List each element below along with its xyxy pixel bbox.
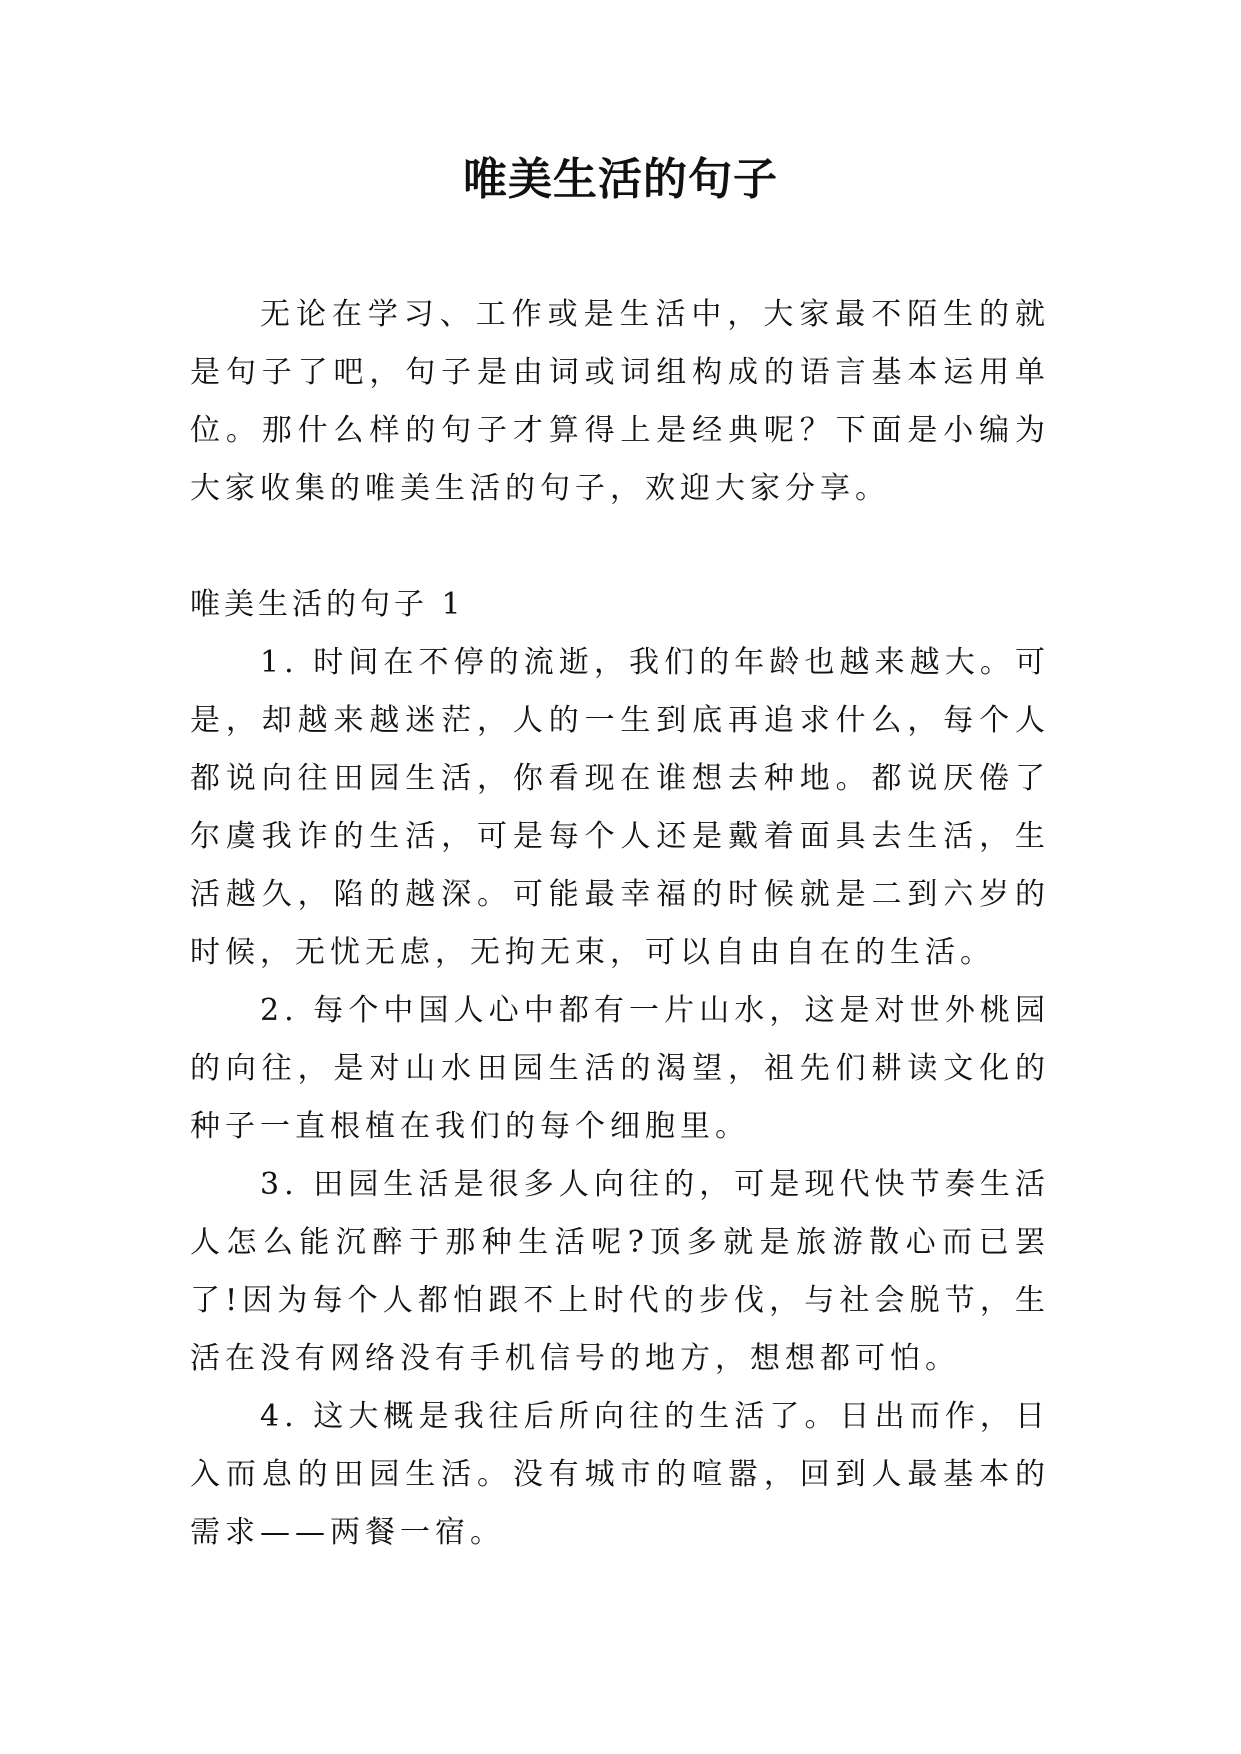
section-heading: 唯美生活的句子 1: [190, 587, 465, 622]
intro-paragraph: 无论在学习、工作或是生活中，大家最不陌生的就是句子了吧，句子是由词或词组构成的语言基本运用单位。那什么样的句子才算得上是经典呢？下面是小编为大家收集的唯美生活的句子，欢迎大家分享。: [190, 297, 1050, 506]
document-title: 唯美生活的句子: [463, 154, 778, 205]
list-item: 1. 时间在不停的流逝，我们的年龄也越来越大。可是，却越来越迷茫，人的一生到底再追求什么，每个人都说向往田园生活，你看现在谁想去种地。都说厌倦了尔虞我诈的生活，可是每个人还是戴着面具去生活，生活越久，陷的越深。可能最幸福的时候就是二到六岁的时候，无忧无虑，无拘无束，可以自由自在的生活。: [190, 645, 1050, 970]
list-item: 4. 这大概是我往后所向往的生活了。日出而作，日入而息的田园生活。没有城市的喧嚣，回到人最基本的需求——两餐一宿。: [190, 1399, 1050, 1550]
document-body: [190, 286, 1050, 1562]
list-item: 3. 田园生活是很多人向往的，可是现代快节奏生活人怎么能沉醉于那种生活呢?顶多就是旅游散心而已罢了!因为每个人都怕跟不上时代的步伐，与社会脱节，生活在没有网络没有手机信号的地方，想想都可怕。: [190, 1167, 1050, 1376]
list-item: 2. 每个中国人心中都有一片山水，这是对世外桃园的向往，是对山水田园生活的渴望，祖先们耕读文化的种子一直根植在我们的每个细胞里。: [190, 993, 1050, 1144]
